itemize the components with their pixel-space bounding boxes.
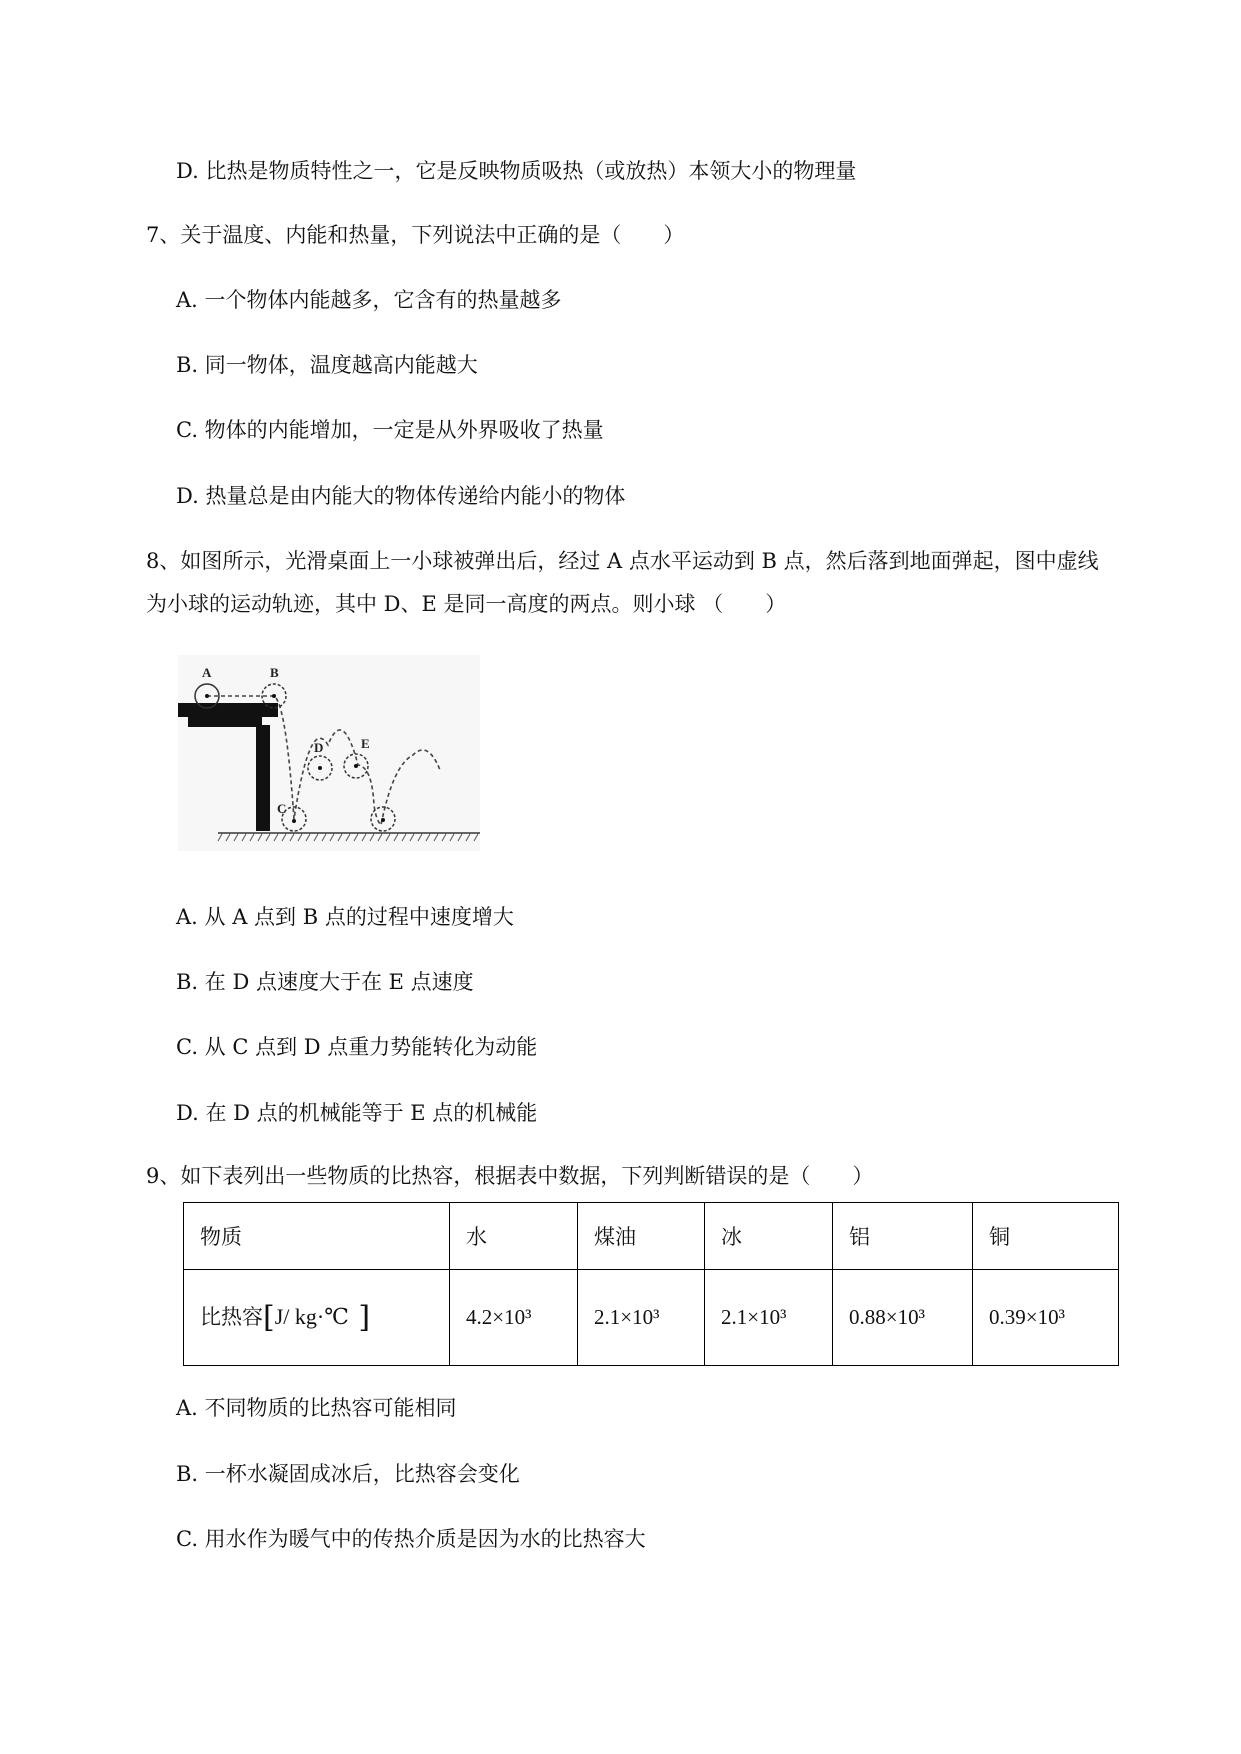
q7-option-c: C. 物体的内能增加，一定是从外界吸收了热量 bbox=[176, 418, 604, 442]
q7-option-b: B. 同一物体，温度越高内能越大 bbox=[176, 353, 478, 377]
header-substance: 物质 bbox=[184, 1203, 450, 1270]
right-bracket: ] bbox=[348, 1300, 371, 1335]
q9-option-b: B. 一杯水凝固成冰后，比热容会变化 bbox=[176, 1462, 520, 1486]
label-d: D bbox=[314, 740, 324, 755]
q8-option-b: B. 在 D 点速度大于在 E 点速度 bbox=[176, 970, 474, 994]
header-kerosene: 煤油 bbox=[578, 1203, 705, 1270]
header-copper: 铜 bbox=[973, 1203, 1119, 1270]
unit-label: J/ kg·℃ bbox=[274, 1304, 349, 1329]
q8-option-c: C. 从 C 点到 D 点重力势能转化为动能 bbox=[176, 1035, 538, 1059]
label-a: A bbox=[202, 665, 212, 680]
table-header-row bbox=[184, 1203, 1119, 1270]
question-7-stem: 7、关于温度、内能和热量，下列说法中正确的是（ ） bbox=[146, 223, 685, 247]
q9-option-c: C. 用水作为暖气中的传热介质是因为水的比热容大 bbox=[176, 1527, 646, 1551]
prev-option-d: D. 比热是物质特性之一，它是反映物质吸热（或放热）本领大小的物理量 bbox=[176, 159, 857, 183]
value-copper: 0.39×10³ bbox=[973, 1270, 1119, 1366]
value-water: 4.2×10³ bbox=[450, 1270, 578, 1366]
label-b: B bbox=[270, 665, 279, 680]
question-8-stem-line1: 8、如图所示，光滑桌面上一小球被弹出后，经过 A 点水平运动到 B 点，然后落到地面弹起，图中虚线 bbox=[146, 549, 1099, 573]
header-water: 水 bbox=[450, 1203, 578, 1270]
q8-option-a: A. 从 A 点到 B 点的过程中速度增大 bbox=[176, 905, 514, 929]
q8-option-d: D. 在 D 点的机械能等于 E 点的机械能 bbox=[176, 1101, 538, 1125]
bouncing-ball-figure bbox=[178, 655, 480, 851]
q7-option-d: D. 热量总是由内能大的物体传递给内能小的物体 bbox=[176, 484, 626, 508]
table-value-row bbox=[184, 1270, 1119, 1366]
row-label-cell bbox=[184, 1270, 450, 1366]
row-label: 比热容 bbox=[200, 1305, 263, 1329]
q7-option-a: A. 一个物体内能越多，它含有的热量越多 bbox=[176, 288, 562, 312]
question-8-stem-line2: 为小球的运动轨迹，其中 D、E 是同一高度的两点。则小球 （ ） bbox=[146, 592, 787, 616]
header-aluminum: 铝 bbox=[833, 1203, 973, 1270]
q9-option-a: A. 不同物质的比热容可能相同 bbox=[176, 1396, 457, 1420]
specific-heat-table bbox=[183, 1202, 1119, 1366]
label-e: E bbox=[361, 736, 370, 751]
question-9-stem: 9、如下表列出一些物质的比热容，根据表中数据，下列判断错误的是（ ） bbox=[146, 1164, 874, 1188]
value-kerosene: 2.1×10³ bbox=[578, 1270, 705, 1366]
left-bracket: [ bbox=[263, 1300, 275, 1335]
header-ice: 冰 bbox=[705, 1203, 833, 1270]
value-ice: 2.1×10³ bbox=[705, 1270, 833, 1366]
label-c: C bbox=[277, 801, 287, 816]
value-aluminum: 0.88×10³ bbox=[833, 1270, 973, 1366]
